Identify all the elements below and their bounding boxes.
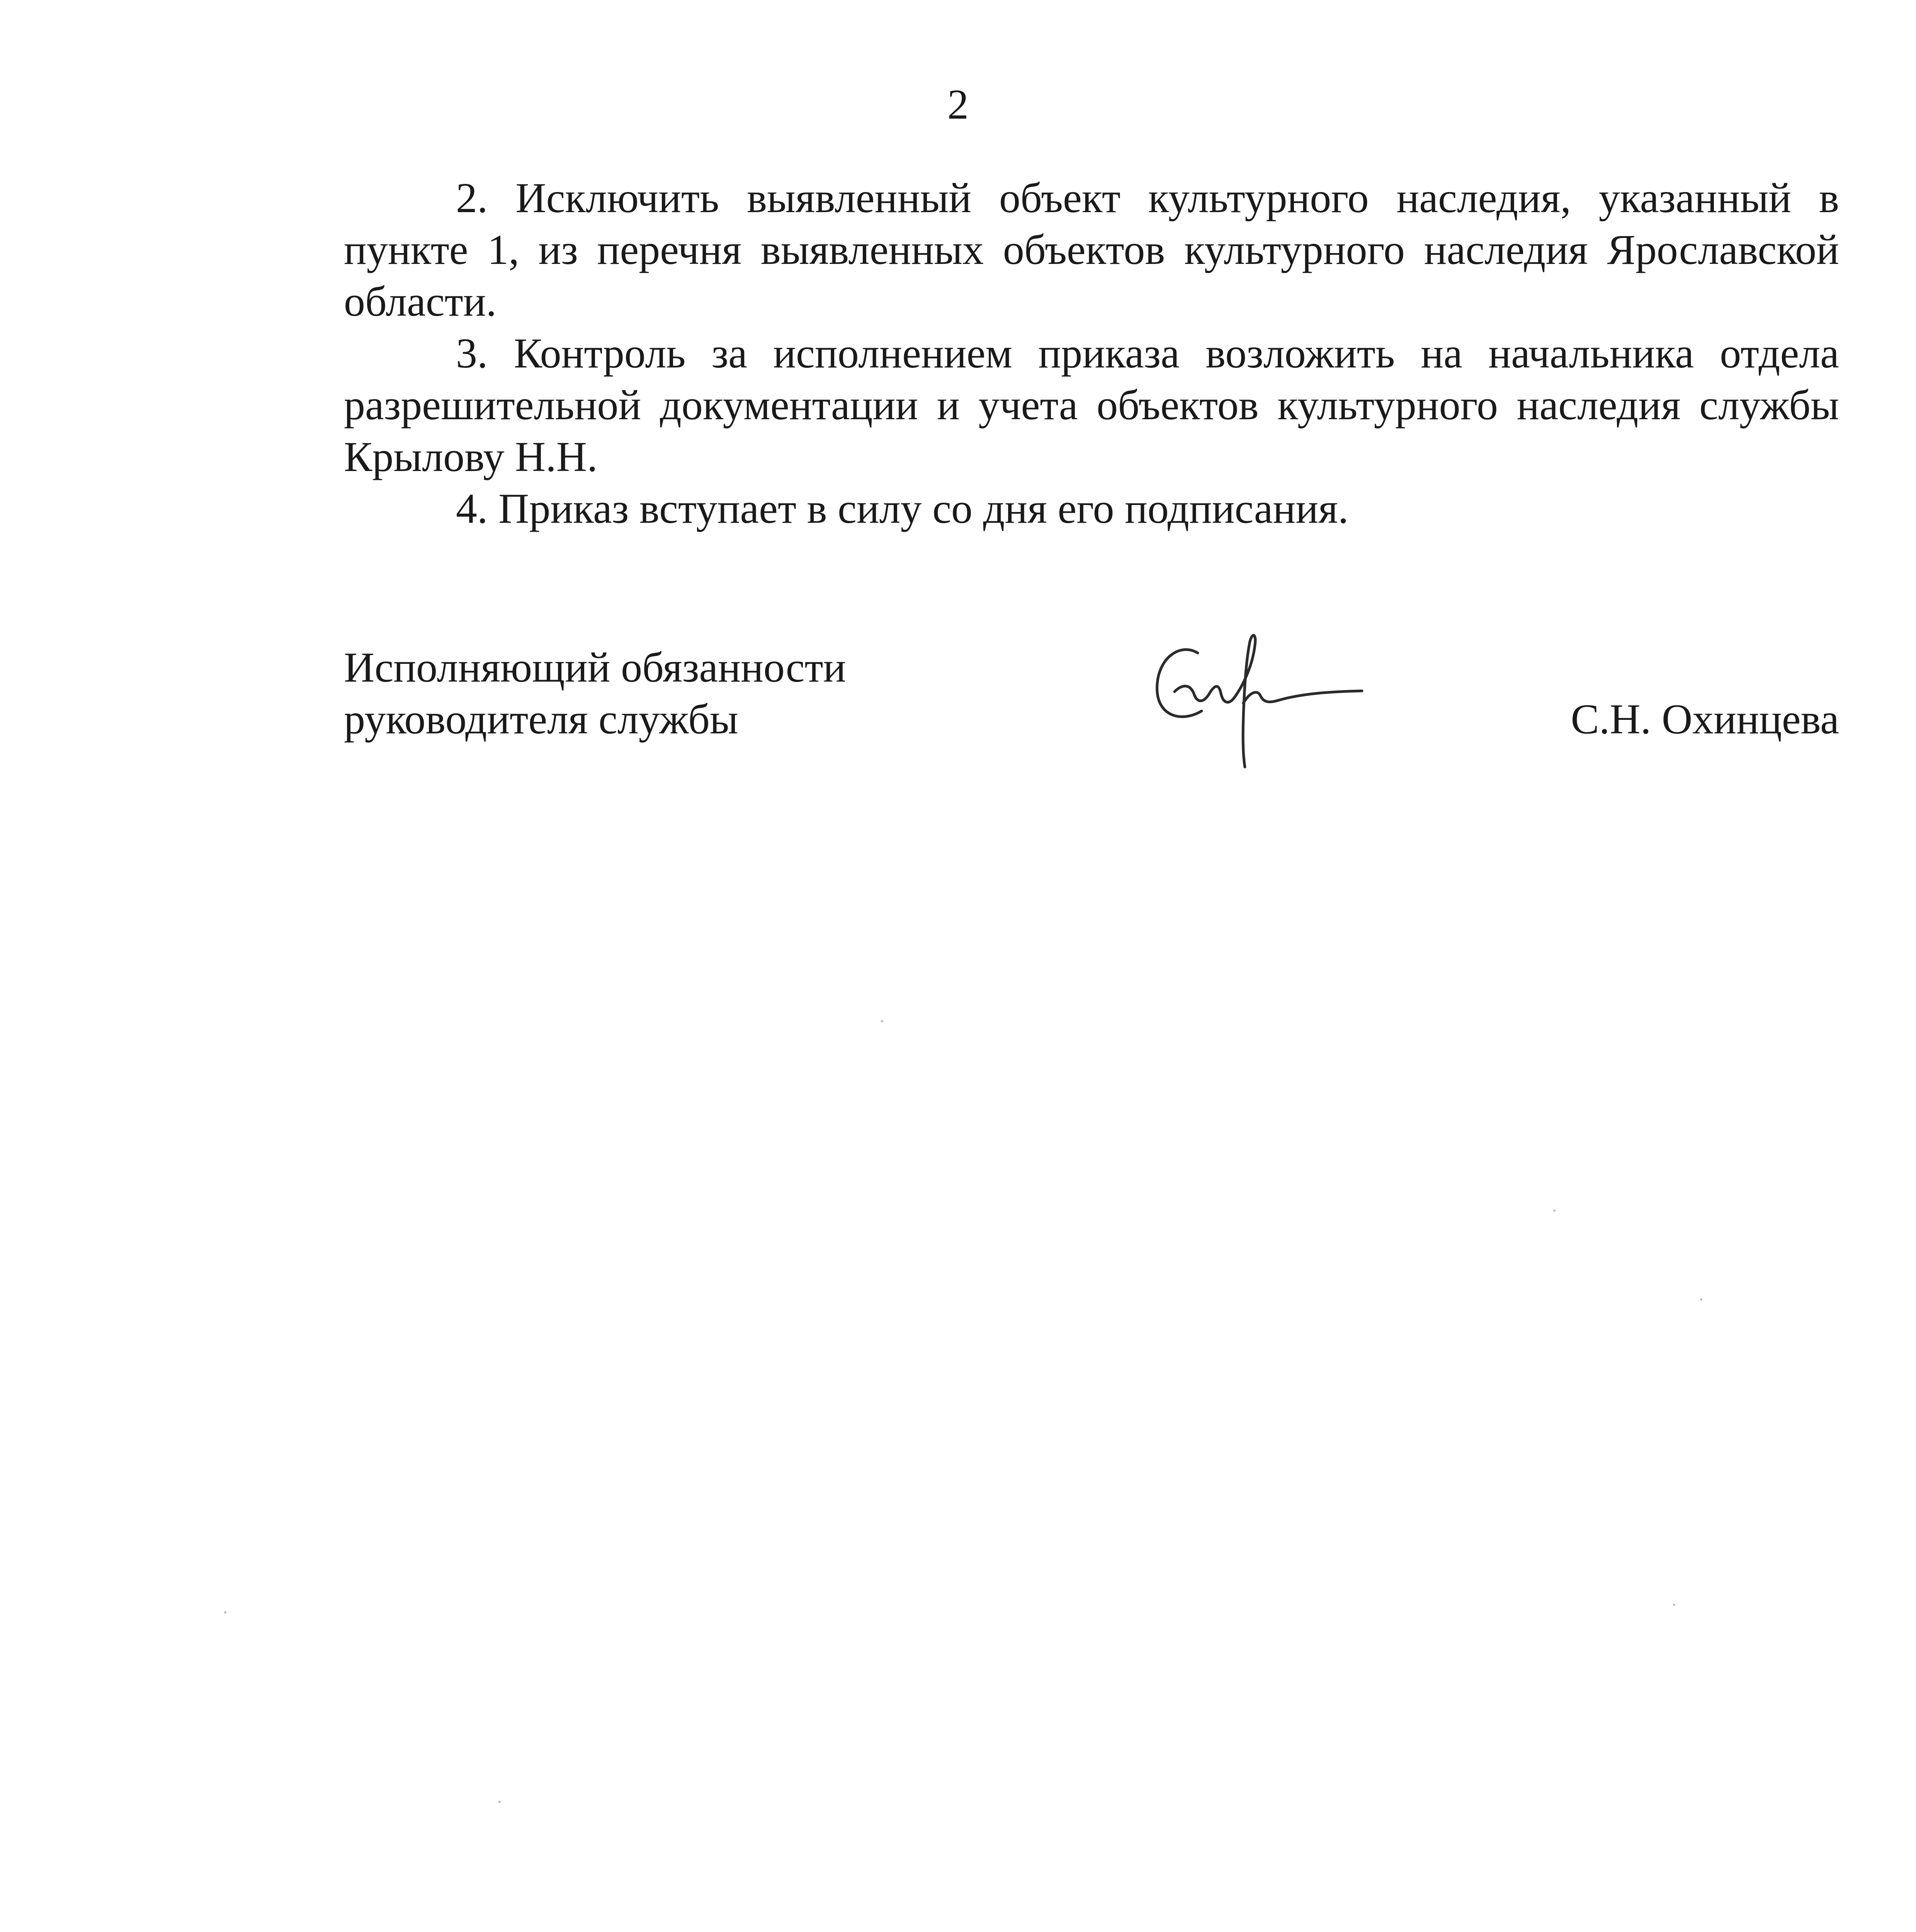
scan-speck bbox=[881, 1020, 883, 1022]
paragraph-effective-date: 4. Приказ вступает в силу со дня его подписания. bbox=[456, 485, 1349, 532]
scan-speck bbox=[224, 1611, 226, 1614]
page-number: 2 bbox=[947, 81, 969, 128]
scan-speck bbox=[1700, 1298, 1702, 1301]
scan-speck bbox=[1673, 1604, 1675, 1606]
order-body bbox=[344, 172, 1839, 534]
signer-name: С.Н. Охинцева bbox=[1571, 696, 1839, 743]
handwritten-signature-icon bbox=[1151, 626, 1368, 781]
signer-position bbox=[344, 641, 1078, 745]
scan-speck bbox=[1553, 1209, 1556, 1212]
signer-position-line-1: Исполняющий обязанности bbox=[344, 644, 846, 691]
paragraph-control: 3. Контроль за исполнением приказа возложить на начальника отдела разрешительной документации и учета объектов культурного наследия службы Крылову Н.Н. bbox=[344, 330, 1839, 480]
signature-block bbox=[344, 641, 1839, 819]
signer-position-line-2: руководителя службы bbox=[344, 696, 738, 743]
paragraph-exclusion: 2. Исключить выявленный объект культурного наследия, указанный в пункте 1, из перечня выявленных объектов культурного наследия Ярославской области. bbox=[344, 174, 1839, 325]
scan-speck bbox=[498, 1801, 501, 1803]
